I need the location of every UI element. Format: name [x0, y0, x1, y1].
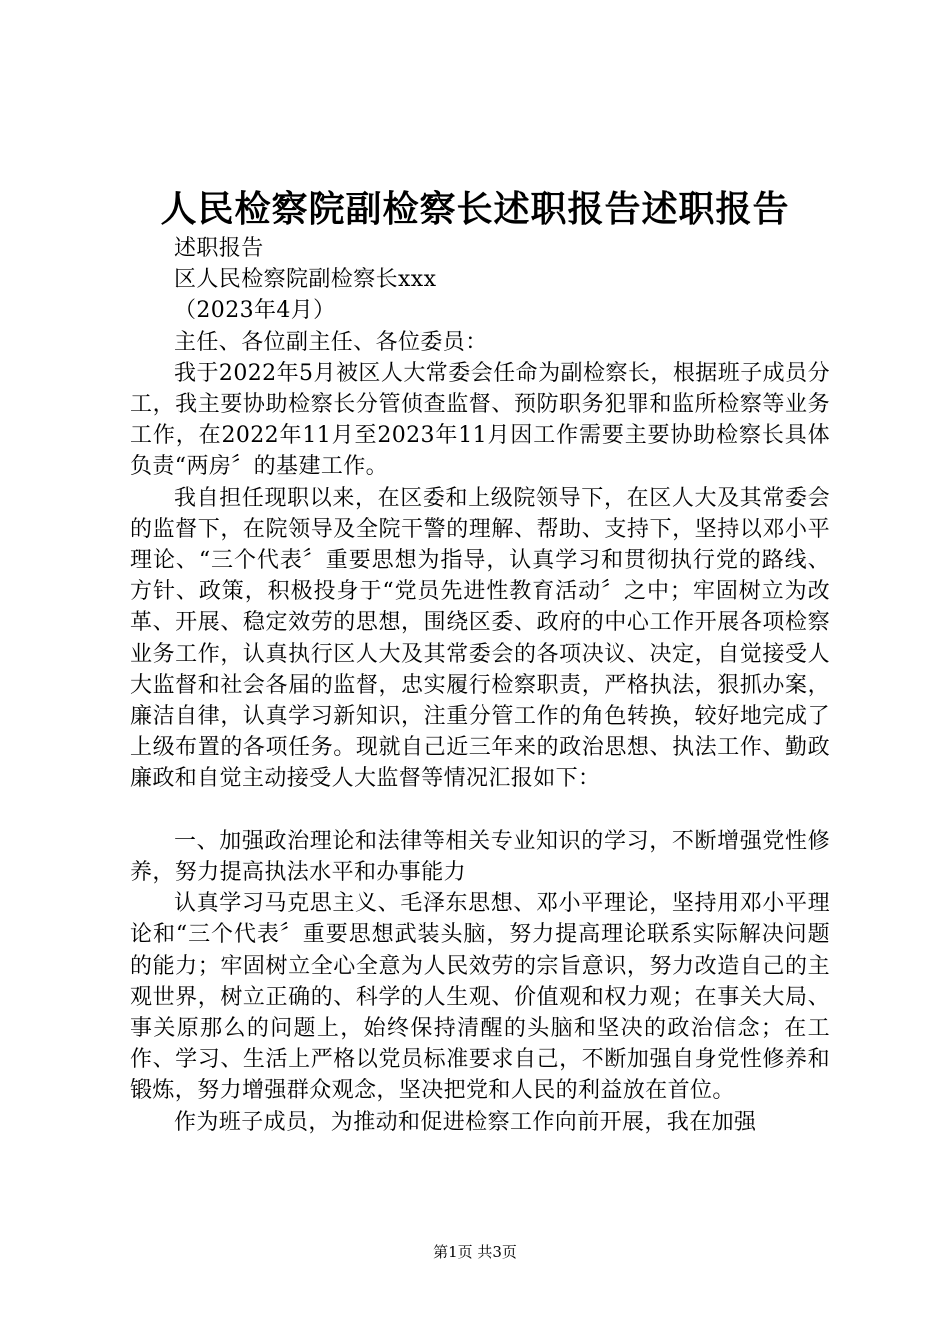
page-footer: 第1页 共3页: [433, 1243, 517, 1261]
paragraph: 我自担任现职以来，在区委和上级院领导下，在区人大及其常委会的监督下，在院领导及全院干警的理解、帮助、支持下，坚持以邓小平理论、“三个代表〞重要思想为指导，认真学习和贯彻执行党的路线、方针、政策，积极投身于“党员先进性教育活动〞之中；牢固树立为改革、开展、稳定效劳的思想，围绕区委、政府的中心工作开展各项检察业务工作，认真执行区人大及其常委会的各项决议、决定，自觉接受人大监督和社会各届的监督，忠实履行检察职责，严格执法，狠抓办案，廉洁自律，认真学习新知识，注重分管工作的角色转换，较好地完成了上级布置的各项任务。现就自己近三年来的政治思想、执法工作、勤政廉政和自觉主动接受人大监督等情况汇报如下：: [130, 485, 830, 792]
section-heading: 一、加强政治理论和法律等相关专业知识的学习，不断增强党性修养，努力提高执法水平和办事能力: [130, 828, 830, 886]
paragraph-spacer: [130, 795, 830, 826]
document-title: 人民检察院副检察长述职报告述职报告: [160, 188, 790, 230]
paragraph: 作为班子成员，为推动和促进检察工作向前开展，我在加强: [174, 1109, 757, 1135]
paragraph: 认真学习马克思主义、毛泽东思想、邓小平理论，坚持用邓小平理论和“三个代表〞重要思想武装头脑，努力提高理论联系实际解决问题的能力；牢固树立全心全意为人民效劳的宗旨意识，努力改造自己的主观世界，树立正确的、科学的人生观、价值观和权力观；在事关大局、事关原那么的问题上，始终保持清醒的头脑和坚决的政治信念；在工作、学习、生活上严格以党员标准要求自己，不断加强自身党性修养和锻炼，努力增强群众观念，坚决把党和人民的利益放在首位。: [130, 891, 830, 1104]
salutation: 主任、各位副主任、各位委员：: [174, 329, 488, 355]
header-line-date: （2023年4月）: [174, 298, 336, 324]
paragraph: 我于2022年5月被区人大常委会任命为副检察长，根据班子成员分工，我主要协助检察长分管侦查监督、预防职务犯罪和监所检察等业务工作，在2022年11月至2023年11月因工作需要主要协助检察长具体负责“两房〞的基建工作。: [130, 360, 830, 480]
header-line-report: 述职报告: [174, 236, 264, 261]
header-line-author: 区人民检察院副检察长xxx: [174, 267, 437, 293]
document-body: [130, 233, 830, 1138]
